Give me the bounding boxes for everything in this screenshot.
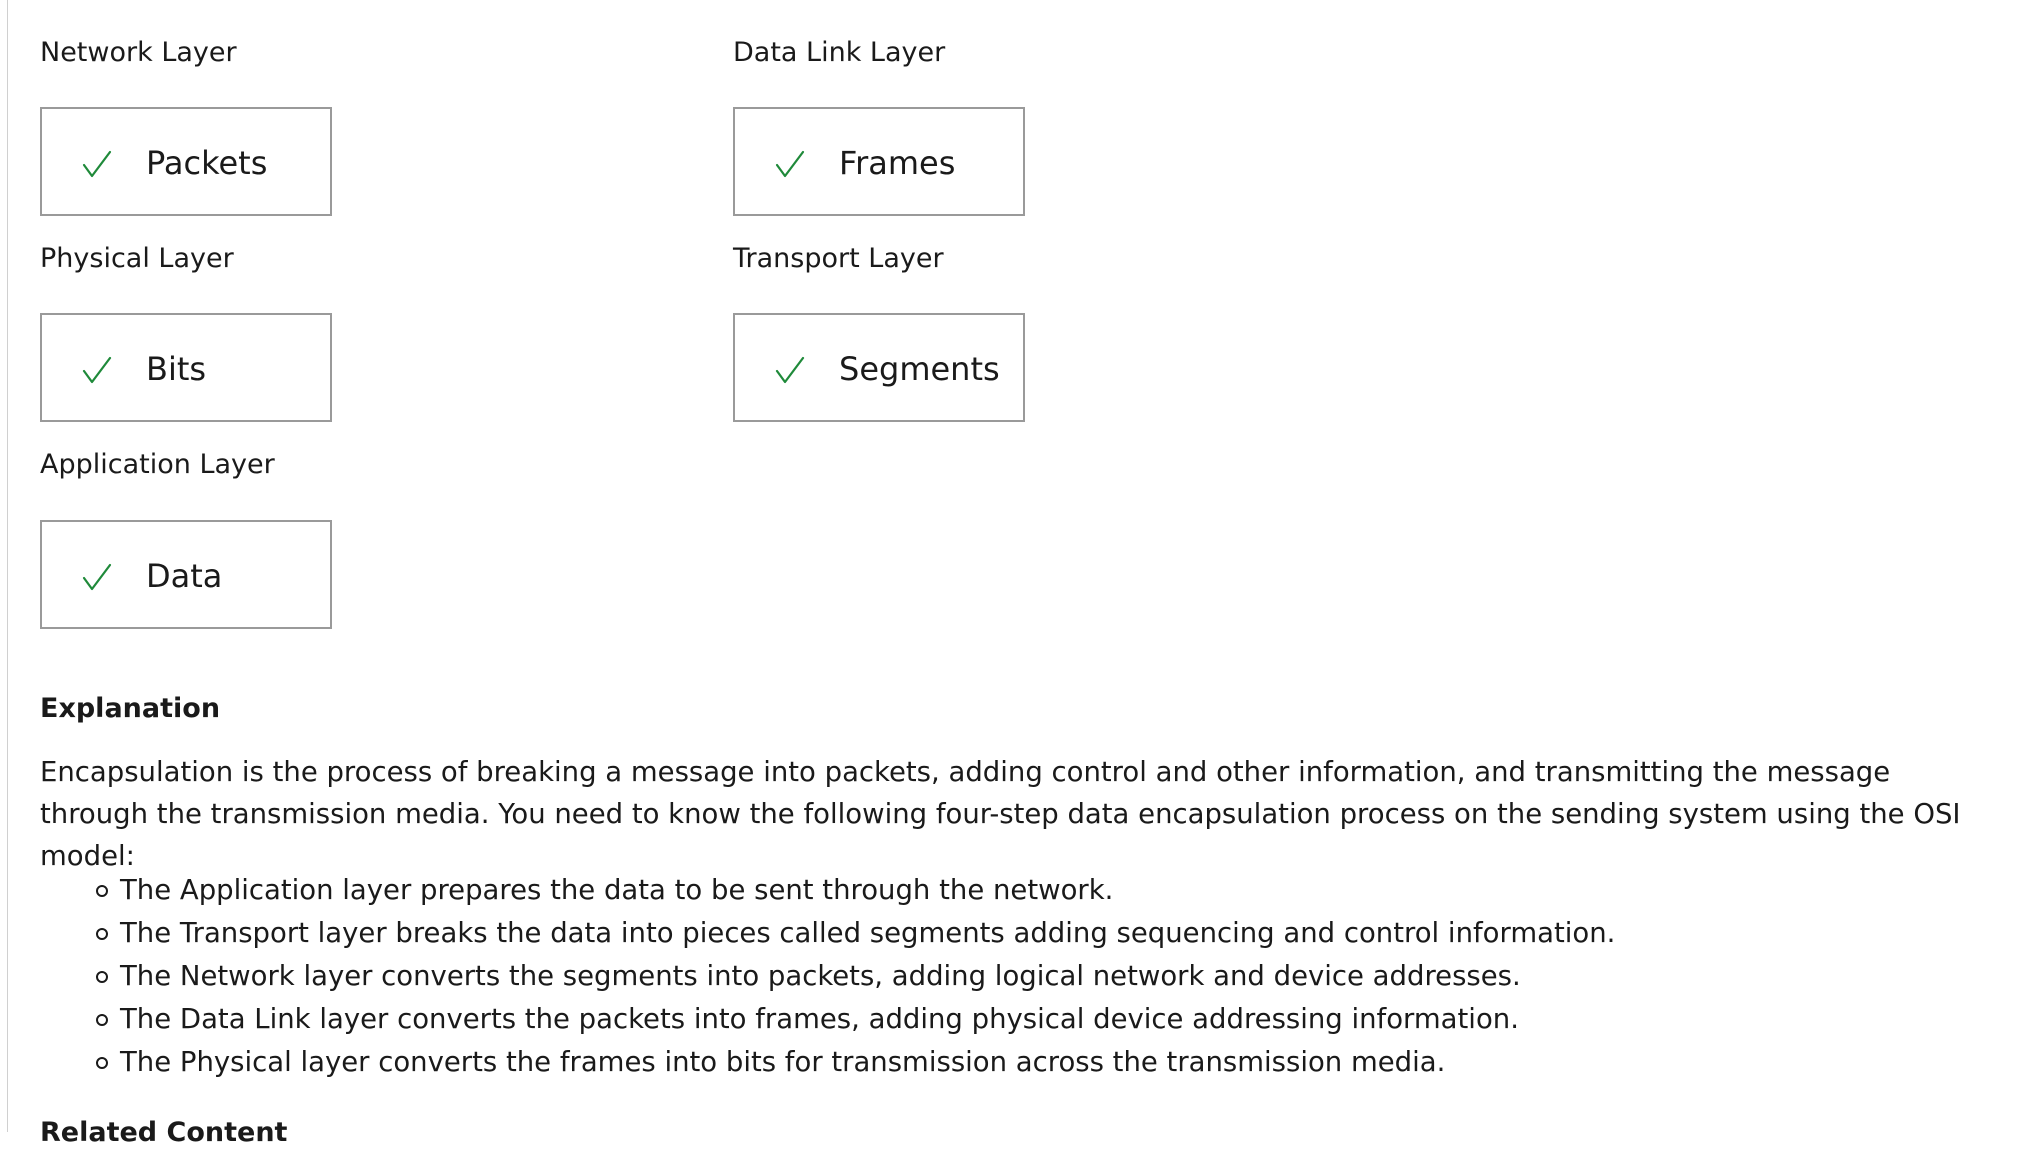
network-layer-answer-box xyxy=(40,107,332,216)
data-link-layer-answer: Frames xyxy=(839,144,956,182)
data-link-layer-label: Data Link Layer xyxy=(733,37,946,68)
bullet-icon xyxy=(96,885,108,897)
physical-layer-label: Physical Layer xyxy=(40,243,234,274)
step-text: The Transport layer breaks the data into pieces called segments adding sequencing and control information. xyxy=(120,917,1616,949)
bullet-icon xyxy=(96,1057,108,1069)
checkmark-icon xyxy=(82,355,112,385)
step-text: The Data Link layer converts the packets into frames, adding physical device addressing information. xyxy=(120,1003,1519,1035)
list-item xyxy=(40,869,2000,912)
bullet-icon xyxy=(96,928,108,940)
left-divider xyxy=(7,0,8,1132)
explanation-paragraph: Encapsulation is the process of breaking a message into packets, adding control and other information, and transmitting the message through the transmission media. You need to know the following four-step data encapsulation process on the sending system using the OSI model: xyxy=(40,756,1961,872)
checkmark-icon xyxy=(82,149,112,179)
application-layer-answer: Data xyxy=(146,557,223,595)
transport-layer-answer: Segments xyxy=(839,350,1000,388)
encapsulation-step-list xyxy=(40,869,2000,1084)
application-layer-label: Application Layer xyxy=(40,449,275,480)
list-item xyxy=(40,955,2000,998)
checkmark-icon xyxy=(775,149,805,179)
step-text: The Network layer converts the segments into packets, adding logical network and device addresses. xyxy=(120,960,1521,992)
network-layer-label: Network Layer xyxy=(40,37,237,68)
transport-layer-label: Transport Layer xyxy=(733,243,944,274)
list-item xyxy=(40,1041,2000,1084)
physical-layer-answer-box xyxy=(40,313,332,422)
bullet-icon xyxy=(96,1014,108,1026)
step-text: The Application layer prepares the data to be sent through the network. xyxy=(120,874,1114,906)
list-item xyxy=(40,912,2000,955)
explanation-heading: Explanation xyxy=(40,693,221,724)
list-item xyxy=(40,998,2000,1041)
transport-layer-answer-box xyxy=(733,313,1025,422)
data-link-layer-answer-box xyxy=(733,107,1025,216)
bullet-icon xyxy=(96,971,108,983)
checkmark-icon xyxy=(775,355,805,385)
physical-layer-answer: Bits xyxy=(146,350,207,388)
network-layer-answer: Packets xyxy=(146,144,268,182)
related-content-heading: Related Content xyxy=(40,1117,288,1148)
checkmark-icon xyxy=(82,562,112,592)
step-text: The Physical layer converts the frames into bits for transmission across the transmission media. xyxy=(120,1046,1446,1078)
application-layer-answer-box xyxy=(40,520,332,629)
